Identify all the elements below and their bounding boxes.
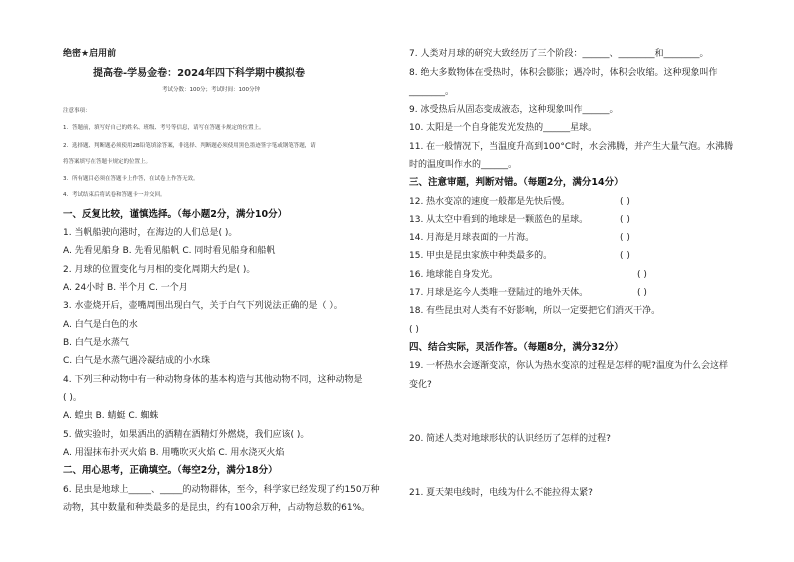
question-11-line-2: 时的温度叫作水的______。 — [409, 160, 518, 170]
question-2-options: A. 24小时 B. 半个月 C. 一个月 — [63, 283, 188, 293]
question-7: 7. 人类对月球的研究大致经历了三个阶段：______、________和________。 — [409, 49, 709, 59]
answer-paren: ( ) — [637, 270, 647, 280]
exam-title: 提高卷-学易金卷：2024年四下科学期中模拟卷 — [93, 68, 305, 79]
question-4-paren: ( )。 — [63, 393, 82, 403]
question-14: 14. 月海是月球表面的一片海。 — [409, 233, 535, 243]
question-3-option-a: A. 白气是白色的水 — [63, 320, 138, 330]
section-3-heading: 三、注意审题，判断对错。（每题2分，满分14分） — [409, 177, 624, 188]
question-4-options: A. 蝗虫 B. 蜻蜓 C. 蜘蛛 — [63, 411, 159, 421]
question-3-option-c: C. 白气是水蒸气遇冷凝结成的小水珠 — [63, 356, 211, 366]
question-10: 10. 太阳是一个自身能发光发热的______星球。 — [409, 123, 598, 133]
answer-paren: ( ) — [620, 197, 630, 207]
note-line: 将答案填写在答题卡规定的位置上。 — [63, 159, 152, 165]
note-line: 2．选择题、判断题必须使用2B铅笔填涂答案，非选择、判断题必须使用黑色墨迹签字笔或钢笔答题，请 — [63, 143, 316, 149]
question-21: 21. 夏天架电线时，电线为什么不能拉得太紧? — [409, 488, 593, 498]
question-9: 9. 冰受热后从固态变成液态，这种现象叫作______。 — [409, 105, 619, 115]
note-line: 4．考试结束后将试卷和答题卡一并交回。 — [63, 192, 166, 198]
question-15: 15. 甲虫是昆虫家族中种类最多的。 — [409, 251, 553, 261]
question-3-option-b: B. 白气是水蒸气 — [63, 338, 129, 348]
section-4-heading: 四、结合实际，灵活作答。（每题8分，满分32分） — [409, 342, 624, 353]
exam-meta: 考试分数：100分；考试时间：100分钟 — [162, 87, 260, 93]
answer-paren: ( ) — [409, 325, 419, 335]
answer-paren: ( ) — [637, 288, 647, 298]
question-12: 12. 热水变凉的速度一般都是先快后慢。 — [409, 197, 571, 207]
note-line: 3．所有题目必须在答题卡上作答，在试卷上作答无效。 — [63, 176, 199, 182]
secret-mark: 绝密★启用前 — [63, 49, 117, 59]
question-18: 18. 有些昆虫对人类有不好影响，所以一定要把它们消灭干净。 — [409, 306, 661, 316]
question-11-line-1: 11. 在一般情况下，当温度升高到100°C时，水会沸腾，并产生大量气泡。水沸腾 — [409, 142, 734, 152]
question-8-line-1: 8. 绝大多数物体在受热时，体积会膨胀；遇冷时，体积会收缩。这种现象叫作 — [409, 68, 718, 78]
question-19-line-1: 19. 一杯热水会逐渐变凉，你认为热水变凉的过程是怎样的呢?温度为什么会这样 — [409, 361, 728, 371]
question-1-options: A. 先看见船身 B. 先看见船帆 C. 同时看见船身和船帆 — [63, 246, 276, 256]
answer-paren: ( ) — [620, 215, 630, 225]
note-line: 1．答题前，填写好自己的姓名、班级、考号等信息，请写在答题卡规定的位置上。 — [63, 125, 265, 131]
question-17: 17. 月球是迄今人类唯一登陆过的地外天体。 — [409, 288, 589, 298]
question-3: 3. 水壶烧开后，壶嘴周围出现白气，关于白气下列说法正确的是（ ）。 — [63, 301, 343, 311]
answer-paren: ( ) — [620, 251, 630, 261]
answer-paren: ( ) — [620, 233, 630, 243]
question-20: 20. 简述人类对地球形状的认识经历了怎样的过程? — [409, 434, 611, 444]
question-1: 1. 当帆船驶向港时，在海边的人们总是( )。 — [63, 228, 238, 238]
question-6-line-1: 6. 昆虫是地球上_____、_____的动物群体，至今，科学家已经发现了约150万种 — [63, 485, 380, 495]
section-1-heading: 一、反复比较，谨慎选择。（每小题2分，满分10分） — [63, 209, 288, 220]
question-2: 2. 月球的位置变化与月相的变化周期大约是( )。 — [63, 265, 256, 275]
question-8-line-2: ________。 — [409, 87, 455, 97]
question-13: 13. 从太空中看到的地球是一颗蓝色的星球。 — [409, 215, 589, 225]
question-5: 5. 做实验时，如果洒出的酒精在酒精灯外燃烧，我们应该( )。 — [63, 430, 310, 440]
question-6-line-2: 动物，其中数量和种类最多的是昆虫，约有100余万种，占动物总数的61%。 — [63, 503, 371, 513]
notes-heading: 注意事项： — [63, 108, 91, 114]
question-4: 4. 下列三种动物中有一种动物身体的基本构造与其他动物不同，这种动物是 — [63, 375, 363, 385]
question-5-options: A. 用湿抹布扑灭火焰 B. 用嘴吹灭火焰 C. 用水浇灭火焰 — [63, 448, 285, 458]
section-2-heading: 二、用心思考，正确填空。（每空2分，满分18分） — [63, 465, 278, 476]
question-19-line-2: 变化? — [409, 380, 432, 390]
question-16: 16. 地球能自身发光。 — [409, 270, 499, 280]
